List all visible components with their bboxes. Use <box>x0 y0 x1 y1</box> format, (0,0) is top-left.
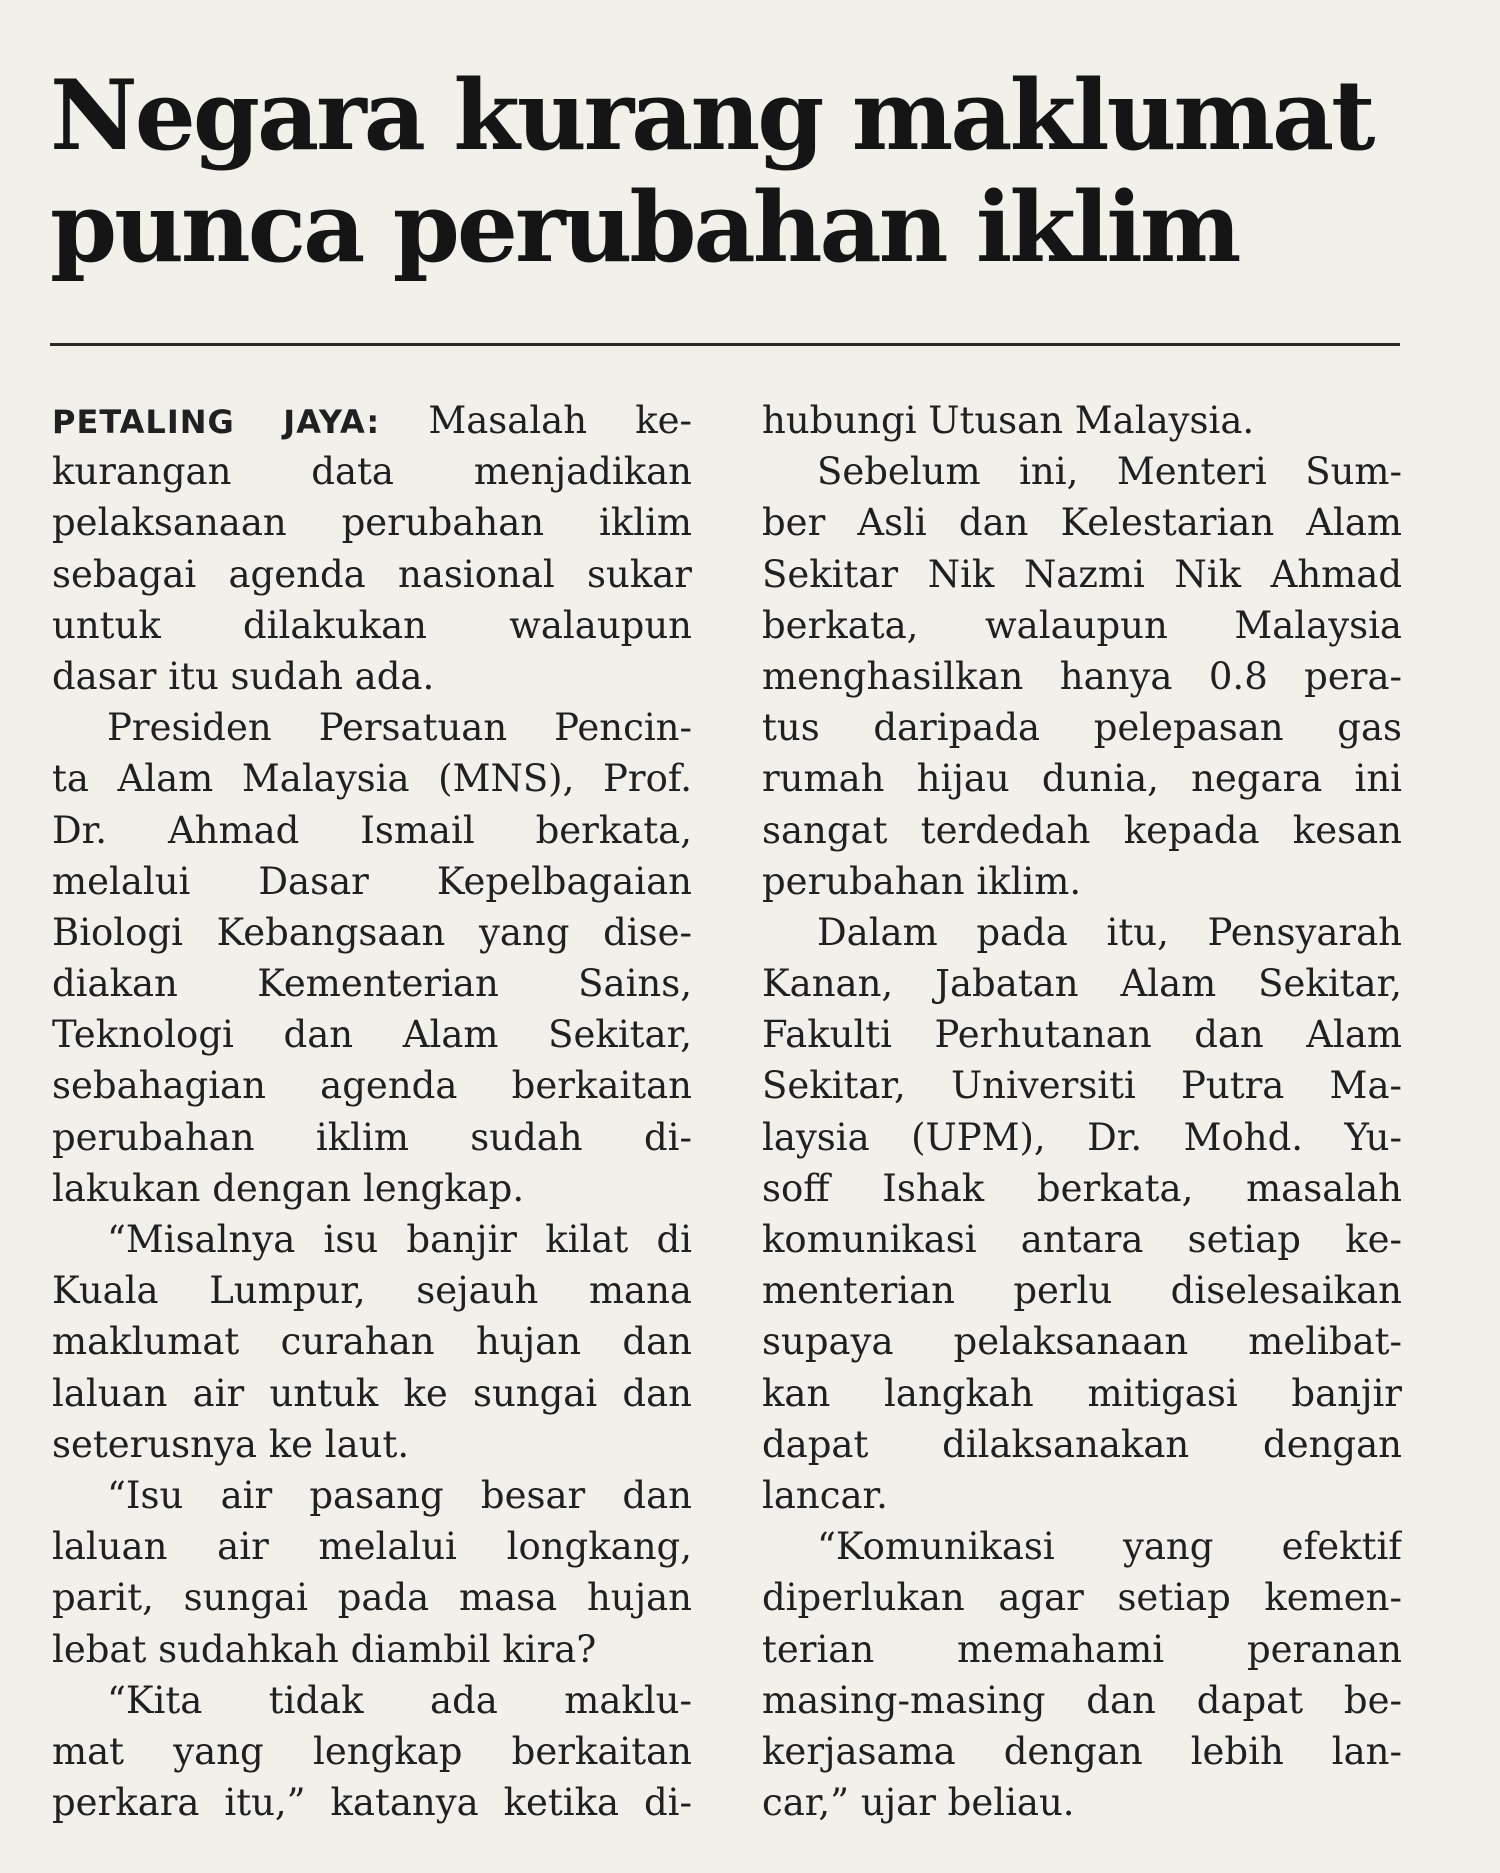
text-line: sebahagian agenda berkaitan <box>52 1064 692 1108</box>
text-line: lebat sudahkah diambil kira? <box>52 1627 597 1671</box>
text-line: “Komunikasi yang efektif <box>817 1525 1402 1569</box>
text-line: rumah hijau dunia, negara ini <box>762 757 1402 801</box>
text-line: tus daripada pelepasan gas <box>762 706 1402 750</box>
text-line: “Isu air pasang besar dan <box>107 1473 692 1517</box>
text-line: soff Ishak berkata, masalah <box>762 1166 1402 1210</box>
text-line: terian memahami peranan <box>762 1627 1402 1671</box>
text-line: dapat dilaksanakan dengan <box>762 1422 1402 1466</box>
text-line: parit, sungai pada masa hujan <box>52 1576 692 1620</box>
text-line: Biologi Kebangsaan yang dise- <box>52 910 692 954</box>
text-line: lancar. <box>762 1473 888 1517</box>
text-line: hubungi Utusan Malaysia. <box>762 399 1255 442</box>
divider-rule <box>50 343 1400 346</box>
text-line: ta Alam Malaysia (MNS), Prof. <box>52 757 692 801</box>
text-line: Sekitar Nik Nazmi Nik Ahmad <box>762 552 1402 596</box>
text-line: “Kita tidak ada maklu- <box>107 1678 692 1722</box>
text-line: perubahan iklim. <box>762 859 1082 903</box>
text-line: kurangan data menjadikan <box>52 450 692 494</box>
headline-line: punca perubahan iklim <box>50 171 1239 284</box>
text-line: untuk dilakukan walaupun <box>52 603 692 647</box>
article-column-right <box>762 395 1402 1828</box>
text-line: perkara itu,” katanya ketika di- <box>52 1781 692 1825</box>
text-line: Presiden Persatuan Pencin- <box>107 706 692 750</box>
text-line: menterian perlu diselesaikan <box>762 1269 1402 1313</box>
text-line: Kuala Lumpur, sejauh mana <box>52 1269 692 1313</box>
article-column-left <box>52 395 692 1828</box>
text-line: Sebelum ini, Menteri Sum- <box>817 450 1402 494</box>
text-line: laluan air untuk ke sungai dan <box>52 1371 692 1415</box>
text-line: kerjasama dengan lebih lan- <box>762 1729 1402 1773</box>
text-line: masing-masing dan dapat be- <box>762 1678 1402 1722</box>
text-line: “Misalnya isu banjir kilat di <box>107 1218 692 1261</box>
text-line: laluan air melalui longkang, <box>52 1525 692 1569</box>
text-line: melalui Dasar Kepelbagaian <box>52 859 692 903</box>
text-line-content: Masalah ke- <box>428 399 692 442</box>
text-line: diperlukan agar setiap kemen- <box>762 1576 1402 1620</box>
text-line: pelaksanaan perubahan iklim <box>52 501 692 545</box>
text-line: Kanan, Jabatan Alam Sekitar, <box>762 962 1402 1006</box>
dateline: PETALING JAYA: <box>52 403 381 441</box>
text-line: dasar itu sudah ada. <box>52 654 435 698</box>
text-line: komunikasi antara setiap ke- <box>762 1218 1402 1261</box>
text-line <box>52 395 692 446</box>
headline-line: Negara kurang maklumat <box>50 59 1373 172</box>
text-line: berkata, walaupun Malaysia <box>762 603 1402 647</box>
text-line: kan langkah mitigasi banjir <box>762 1371 1402 1415</box>
text-line: Teknologi dan Alam Sekitar, <box>52 1013 692 1057</box>
text-line: ber Asli dan Kelestarian Alam <box>762 501 1402 545</box>
text-line: seterusnya ke laut. <box>52 1422 410 1466</box>
text-line: maklumat curahan hujan dan <box>52 1320 692 1364</box>
text-line: perubahan iklim sudah di- <box>52 1115 692 1159</box>
headline <box>50 60 1400 284</box>
text-line: car,” ujar beliau. <box>762 1781 1075 1825</box>
text-line: sangat terdedah kepada kesan <box>762 808 1402 852</box>
text-line: sebagai agenda nasional sukar <box>52 552 692 596</box>
text-line: Dr. Ahmad Ismail berkata, <box>52 808 692 852</box>
text-line: mat yang lengkap berkaitan <box>52 1729 692 1773</box>
text-line: Fakulti Perhutanan dan Alam <box>762 1013 1402 1057</box>
text-line: menghasilkan hanya 0.8 pera- <box>762 654 1402 698</box>
text-line: laysia (UPM), Dr. Mohd. Yu- <box>762 1115 1402 1159</box>
text-line: Dalam pada itu, Pensyarah <box>817 910 1402 954</box>
text-line: supaya pelaksanaan melibat- <box>762 1320 1402 1364</box>
text-line: Sekitar, Universiti Putra Ma- <box>762 1064 1402 1108</box>
text-line: lakukan dengan lengkap. <box>52 1166 525 1210</box>
text-line: diakan Kementerian Sains, <box>52 962 692 1006</box>
